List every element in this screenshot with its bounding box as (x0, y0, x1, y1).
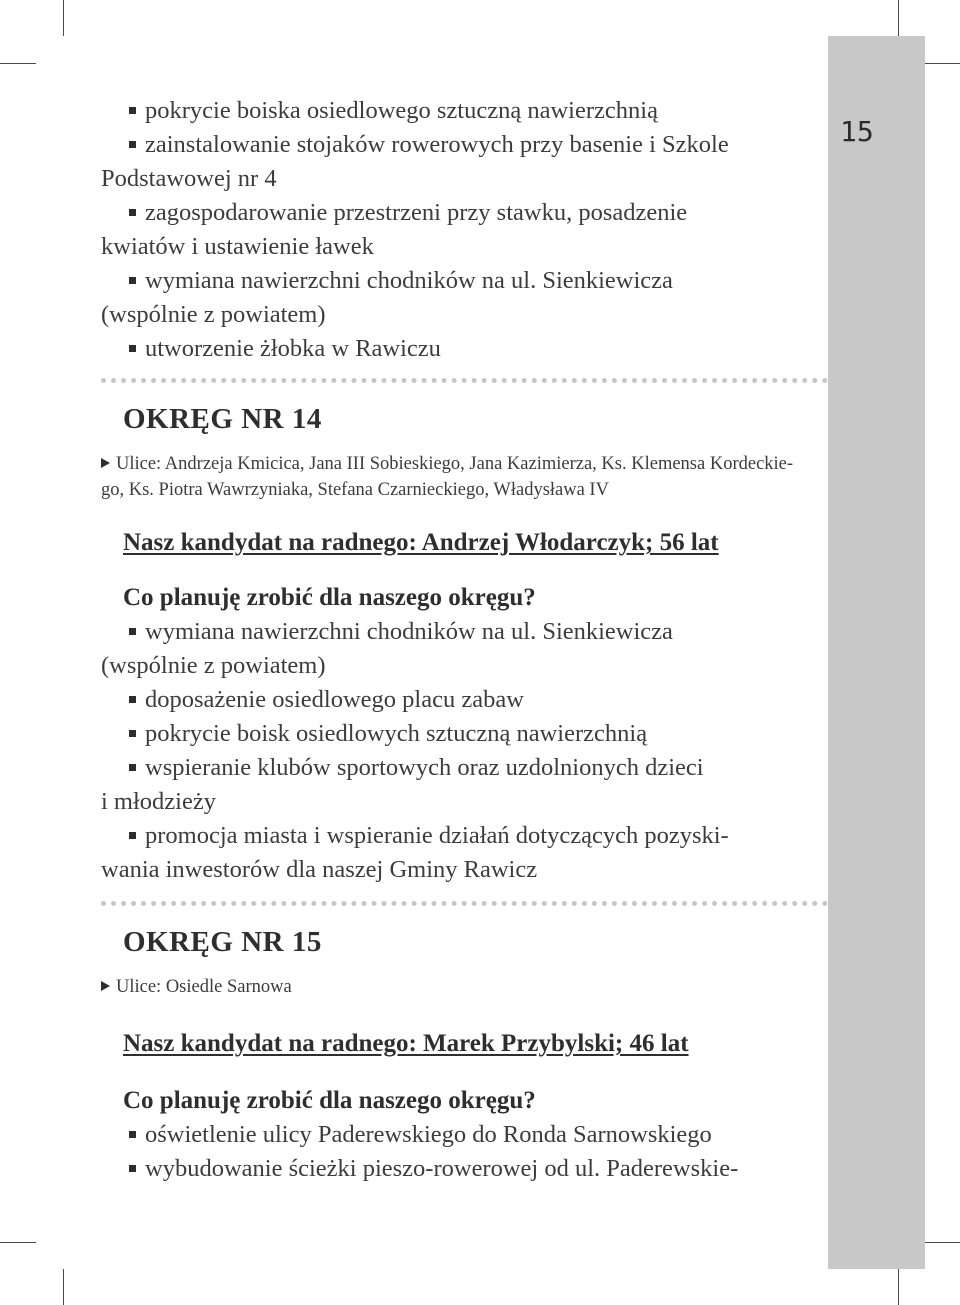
bullet-icon (129, 628, 136, 635)
page-number: 15 (840, 115, 874, 148)
list-item-continuation: wania inwestorów dla naszej Gminy Rawicz (101, 856, 538, 883)
list-item: pokrycie boiska osiedlowego sztuczną nawierzchnią (101, 94, 816, 128)
arrow-icon (101, 458, 110, 468)
district-14-plan-list (101, 615, 816, 887)
district-15-plan-list (101, 1118, 816, 1186)
bullet-icon (129, 832, 136, 839)
list-item-continuation: i młodzieży (101, 788, 216, 815)
crop-mark (925, 63, 960, 64)
list-item-continuation: (wspólnie z powiatem) (101, 301, 326, 328)
district-14-title: OKRĘG NR 14 (123, 403, 322, 435)
crop-mark (925, 1242, 960, 1243)
crop-mark (898, 0, 899, 36)
crop-mark (63, 0, 64, 36)
page-content (101, 94, 816, 1186)
crop-mark (898, 1269, 899, 1305)
district-15-plan-heading: Co planuję zrobić dla naszego okręgu? (123, 1087, 536, 1114)
bullet-icon (129, 345, 136, 352)
list-item: oświetlenie ulicy Paderewskiego do Ronda Sarnowskiego (101, 1118, 816, 1152)
list-item-continuation: (wspólnie z powiatem) (101, 652, 326, 679)
list-item: wybudowanie ścieżki pieszo-rowerowej od ul. Paderewskie- (101, 1152, 816, 1186)
list-item: promocja miasta i wspieranie działań dotyczących pozyski- (101, 819, 816, 853)
bullet-icon (129, 764, 136, 771)
dotted-divider (101, 378, 828, 383)
bullet-icon (129, 730, 136, 737)
district-14-plan-heading: Co planuję zrobić dla naszego okręgu? (123, 584, 536, 611)
list-item-continuation: kwiatów i ustawienie ławek (101, 233, 374, 260)
district-14-candidate: Nasz kandydat na radnego: Andrzej Włodarczyk; 56 lat (123, 529, 719, 556)
bullet-icon (129, 107, 136, 114)
dotted-divider (101, 901, 828, 906)
district-14-streets: Ulice: Andrzeja Kmicica, Jana III Sobieskiego, Jana Kazimierza, Ks. Klemensa Kordeckie- go, Ks. Piotra Wawrzyniaka, Stefana Czarnieckiego, Władysława IV (101, 454, 794, 500)
crop-mark (0, 63, 36, 64)
arrow-icon (101, 981, 110, 991)
list-item: wymiana nawierzchni chodników na ul. Sienkiewicza (101, 264, 816, 298)
top-list (101, 94, 816, 366)
bullet-icon (129, 1165, 136, 1172)
list-item: utworzenie żłobka w Rawiczu (101, 332, 816, 366)
district-15-title: OKRĘG NR 15 (123, 926, 322, 958)
district-15-candidate: Nasz kandydat na radnego: Marek Przybylski; 46 lat (123, 1030, 689, 1057)
list-item: wymiana nawierzchni chodników na ul. Sienkiewicza (101, 615, 816, 649)
bullet-icon (129, 1131, 136, 1138)
list-item-continuation: Podstawowej nr 4 (101, 165, 277, 192)
bullet-icon (129, 696, 136, 703)
bullet-icon (129, 209, 136, 216)
list-item: pokrycie boisk osiedlowych sztuczną nawierzchnią (101, 717, 816, 751)
district-15-streets: Ulice: Osiedle Sarnowa (101, 974, 816, 1000)
list-item: doposażenie osiedlowego placu zabaw (101, 683, 816, 717)
page-sidebar (828, 36, 925, 1269)
list-item: zainstalowanie stojaków rowerowych przy basenie i Szkole (101, 128, 816, 162)
crop-mark (63, 1269, 64, 1305)
list-item: zagospodarowanie przestrzeni przy stawku, posadzenie (101, 196, 816, 230)
bullet-icon (129, 141, 136, 148)
bullet-icon (129, 277, 136, 284)
list-item: wspieranie klubów sportowych oraz uzdolnionych dzieci (101, 751, 816, 785)
crop-mark (0, 1242, 36, 1243)
